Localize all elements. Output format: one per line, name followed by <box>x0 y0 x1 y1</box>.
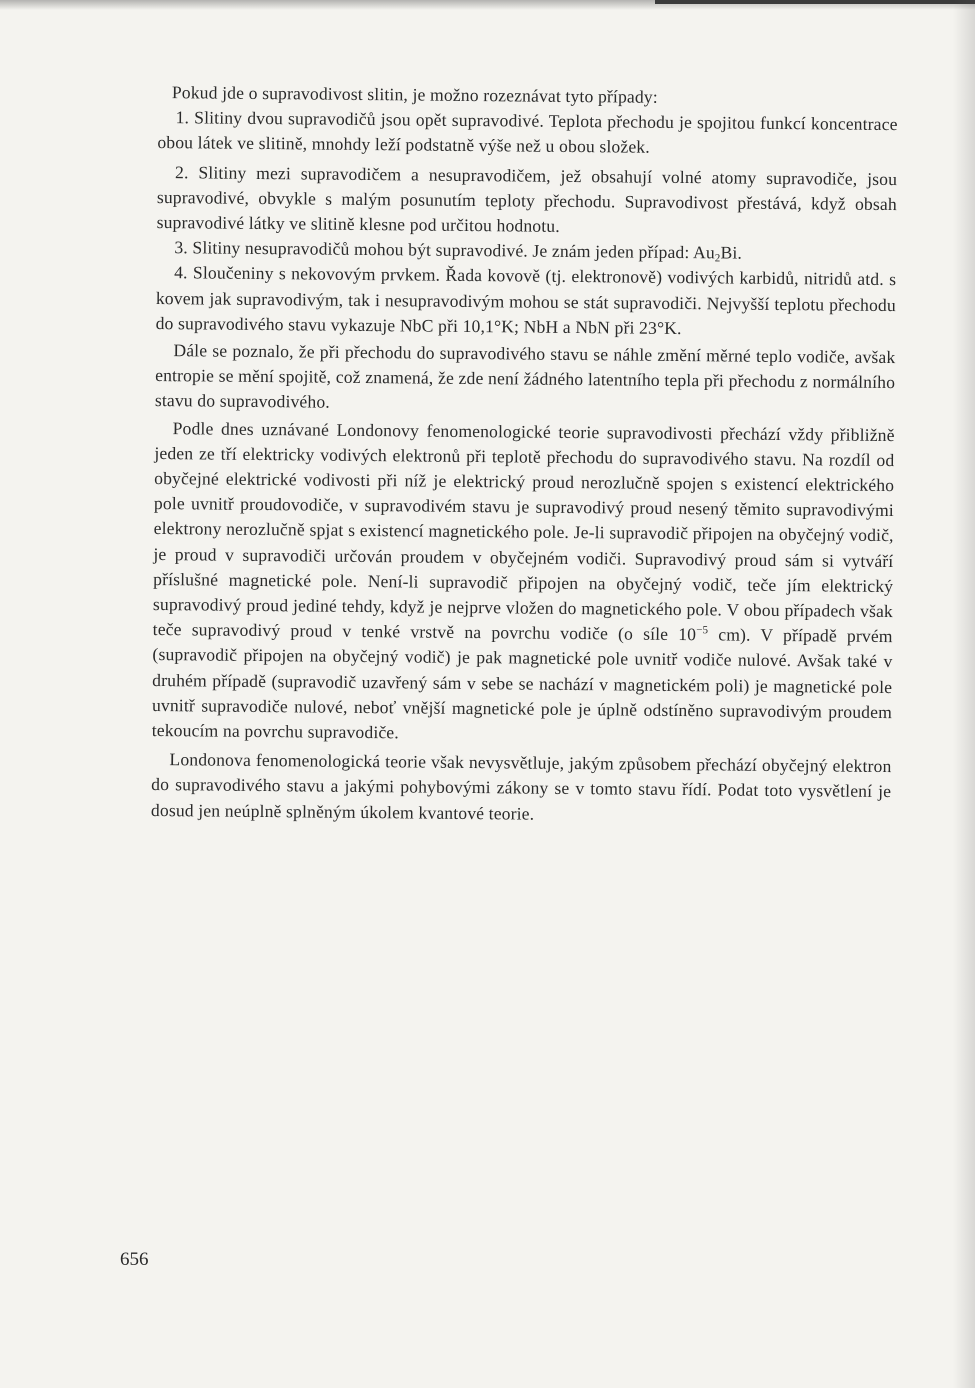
case-3-subscript: 2 <box>714 252 721 265</box>
paragraph-conclusion: Londonova fenomenologická teorie však nevysvětluje, jakým způsobem přechází obyčejný elektron do supravodivého stavu a jakými pohybovými zákony se v tomto stavu řídí. Podat toto vysvětlení je dosud jen neúplně splněným úkolem kvantové teorie. <box>150 749 892 824</box>
london-superscript: −5 <box>696 624 709 637</box>
paragraph-case-1: 1. Slitiny dvou supravodičů jsou opět supravodivé. Teplota přechodu je spojitou funkcí koncentrace obou látek ve slitině, mnohdy leží podstatně výše než u obou složek. <box>157 107 898 158</box>
scan-right-shadow <box>953 0 975 1388</box>
paragraph-intro: Pokud jde o supravodivost slitin, je možno rozeznávat tyto případy: <box>171 82 658 107</box>
paragraph-case-2: 2. Slitiny mezi supravodičem a nesupravodičem, jež obsahují volné atomy supravodiče, jsou supravodivé, obvykle s malým posunutím teploty přechodu. Supravodivost přestává, když obsah supravodivé látky ve slitině klesne pod určitou hodnotu. <box>156 161 898 236</box>
page-body <box>151 80 898 830</box>
paragraph-case-4: 4. Sloučeniny s nekovovým prvkem. Řada kovově (tj. elektronově) vodivých karbidů, nitridů atd. s kovem jak supravodivým, tak i nesupravodivým mohou se stát supravodiči. Nejvyšší teplotu přechodu do supravodivého stavu vykazuje NbC při 10,1°K; NbH a NbN při 23°K. <box>155 262 897 338</box>
paragraph-entropy: Dále se poznalo, že při přechodu do supravodivého stavu se náhle změní měrné teplo vodiče, avšak entropie se mění spojitě, což znamená, že zde není žádného latentního tepla při přechodu z normálního stavu do supravodivého. <box>154 340 896 413</box>
case-3-text-after: Bi. <box>720 242 743 263</box>
case-3-text-before: 3. Slitiny nesupravodičů mohou být supravodivé. Je znám jeden případ: Au <box>174 237 715 263</box>
paragraph-london <box>152 416 895 751</box>
scan-top-edge <box>655 0 975 4</box>
page-number: 656 <box>120 1249 149 1270</box>
london-text-after: cm). V případě prvém (supravodič připojen na obyčejný vodič) je pak magnetické pole uvnitř vodiče nulové. Avšak také v druhém případě (supravodič uzavřený sám v sebe se nachází v magnetickém poli) je magnetické pole uvnitř supravodiče nulové, neboť vnější magnetické pole je úplně odstíněno supravodivým proudem tekoucím na povrchu supravodiče. <box>151 624 893 743</box>
body-text <box>151 80 898 830</box>
london-text-before: Podle dnes uznávané Londonovy fenomenologické teorie supravodivosti přechází vždy přibližně jeden ze tří elektricky vodivých elektronů při teplotě přechodu do supravodivého stavu. Na rozdíl od obyčejné elektrické vodivosti při níž je elektrický proud nerozlučně spojen s existencí elektrického pole uvnitř proudovodiče, v supravodivém stavu je supravodivý proud nesený těmito supravodivými elektrony nerozlučně spjat s existencí magnetického pole. Je-li supravodič připojen na obyčejný vodič, je proud v supravodiči určován proudem v obyčejném vodiči. Supravodivý proud sám si vytváří příslušné magnetické pole. Není-li supravodič připojen na obyčejný vodič, teče jím elektrický supravodivý proud jediné tehdy, když je nejprve vložen do magnetického pole. V obou případech však teče supravodivý proud v tenké vrstvě na povrchu vodiče (o síle 10 <box>152 417 895 645</box>
